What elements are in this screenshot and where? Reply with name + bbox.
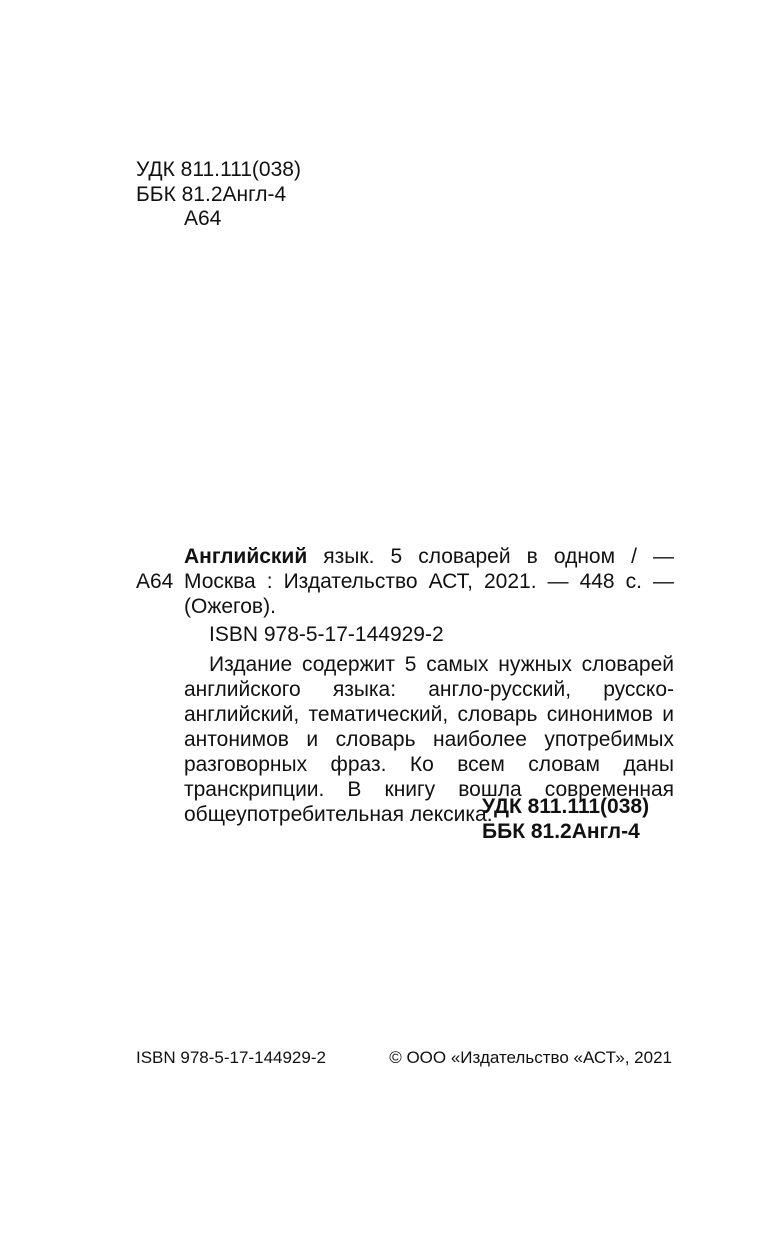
entry-author-mark: А64	[136, 570, 174, 593]
entry-title-bold: Английский	[184, 545, 308, 568]
footer-isbn: ISBN 978-5-17-144929-2	[136, 1048, 326, 1067]
author-mark: А64	[184, 207, 222, 230]
classification-codes	[482, 794, 649, 844]
bbk-code: ББК 81.2Англ-4	[136, 183, 287, 206]
copyright: © ООО «Издательство «АСТ», 2021	[389, 1048, 672, 1067]
entry-isbn: ISBN 978-5-17-144929-2	[209, 623, 444, 646]
abstract: Издание содержит 5 самых нужных словарей английского языка: англо-русский, русско-английский, тематический, словарь синонимов и антонимов и словарь наиболее употребимых разговорных фраз. Ко всем словам даны транскрипции. В книгу вошла современная общеупотребительная лексика.	[184, 653, 674, 826]
bibliographic-entry	[184, 544, 674, 619]
entry-title-rest: язык. 5 словарей в одном / — Москва : Издательство АСТ, 2021. — 448 с. — (Ожегов).	[184, 545, 674, 618]
bbk-code-bold: ББК 81.2Англ-4	[482, 820, 640, 843]
udk-code: УДК 811.111(038)	[136, 158, 301, 181]
udk-code-bold: УДК 811.111(038)	[482, 795, 650, 818]
